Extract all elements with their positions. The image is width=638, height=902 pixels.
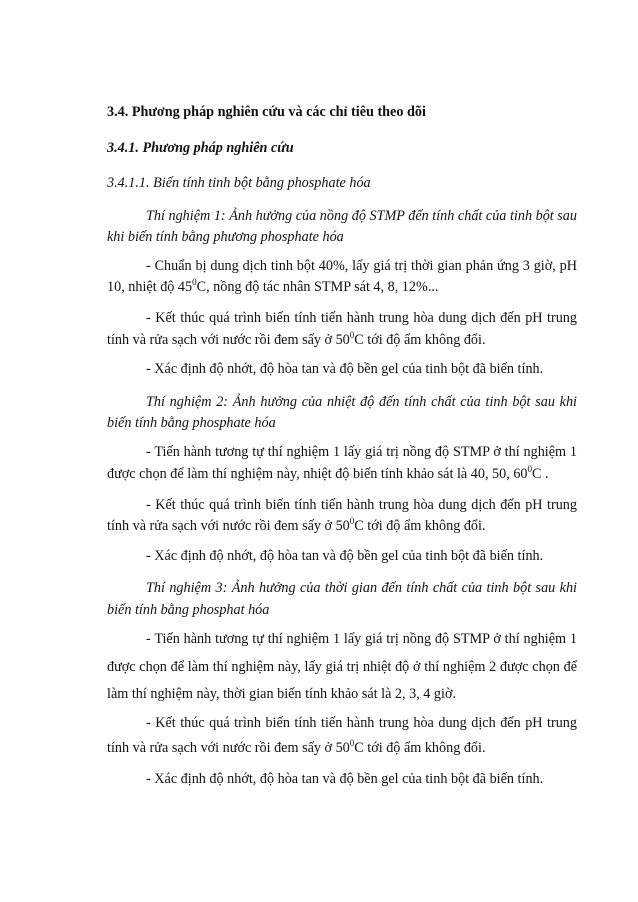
exp3-title-line2: biến tính bằng phosphat hóa xyxy=(107,602,270,618)
exp2-step1-line2: được chọn để làm thí nghiệm này, nhiệt độ biến tính khảo sát là 40, 50, $60^0C$ . xyxy=(107,464,549,482)
exp2-title-line1: Thí nghiệm 2: Ảnh hưởng của nhiệt độ đến tính chất của tinh bột sau khi xyxy=(146,394,577,410)
exp1-step2-line1: - Kết thúc quá trình biến tính tiến hành trung hòa dung dịch đến pH trung xyxy=(146,310,577,326)
exp2-step3: - Xác định độ nhớt, độ hòa tan và độ bền gel của tinh bột đã biến tính. xyxy=(146,548,544,564)
exp1-step1-line2: 10, nhiệt độ $45^0C$, nồng độ tác nhân STMP sát 4, 8, 12%... xyxy=(107,277,439,295)
exp3-step1-line1: - Tiến hành tương tự thí nghiệm 1 lấy giá trị nồng độ STMP ở thí nghiệm 1 xyxy=(146,631,577,647)
subsection-heading: 3.4.1. Phương pháp nghiên cứu xyxy=(107,140,294,156)
exp1-title-line2: khi biến tính bằng phương phosphate hóa xyxy=(107,229,344,245)
exp1-title-line1: Thí nghiệm 1: Ảnh hưởng của nồng độ STMP đến tính chất của tinh bột sau xyxy=(146,208,577,224)
exp2-step2-line1: - Kết thúc quá trình biến tính tiến hành trung hòa dung dịch đến pH trung xyxy=(146,497,577,513)
exp3-step1-line3: làm thí nghiệm này, thời gian biến tính khảo sát là 2, 3, 4 giờ. xyxy=(107,686,457,702)
exp3-title-line1: Thí nghiệm 3: Ảnh hưởng của thời gian đến tính chất của tinh bột sau khi xyxy=(146,580,577,596)
subsubsection-heading: 3.4.1.1. Biến tính tinh bột bằng phosphate hóa xyxy=(107,175,371,191)
exp3-step2-line1: - Kết thúc quá trình biến tính tiến hành trung hòa dung dịch đến pH trung xyxy=(146,715,577,731)
exp1-step1-line1: - Chuẩn bị dung dịch tinh bột 40%, lấy giá trị thời gian phản ứng 3 giờ, pH xyxy=(146,258,577,274)
exp1-step3: - Xác định độ nhớt, độ hòa tan và độ bền gel của tinh bột đã biến tính. xyxy=(146,361,544,377)
exp2-step1-line1: - Tiến hành tương tự thí nghiệm 1 lấy giá trị nồng độ STMP ở thí nghiệm 1 xyxy=(146,444,577,460)
exp3-step1-line2: được chọn để làm thí nghiệm này, lấy giá trị nhiệt độ ở thí nghiệm 2 được chọn để xyxy=(107,659,577,675)
exp2-step2-line2: tính và rửa sạch với nước rồi đem sấy ở $50^0C$ tới độ ẩm không đổi. xyxy=(107,516,486,534)
exp1-step2-line2: tính và rửa sạch với nước rồi đem sấy ở $50^0C$ tới độ ẩm không đổi. xyxy=(107,330,486,348)
exp3-step2-line2: tính và rửa sạch với nước rồi đem sấy ở $50^0C$ tới độ ẩm không đổi. xyxy=(107,738,486,756)
exp2-title-line2: biến tính bằng phosphate hóa xyxy=(107,415,276,431)
exp3-step3: - Xác định độ nhớt, độ hòa tan và độ bền gel của tinh bột đã biến tính. xyxy=(146,771,544,787)
section-heading: 3.4. Phương pháp nghiên cứu và các chỉ tiêu theo dõi xyxy=(107,104,426,120)
